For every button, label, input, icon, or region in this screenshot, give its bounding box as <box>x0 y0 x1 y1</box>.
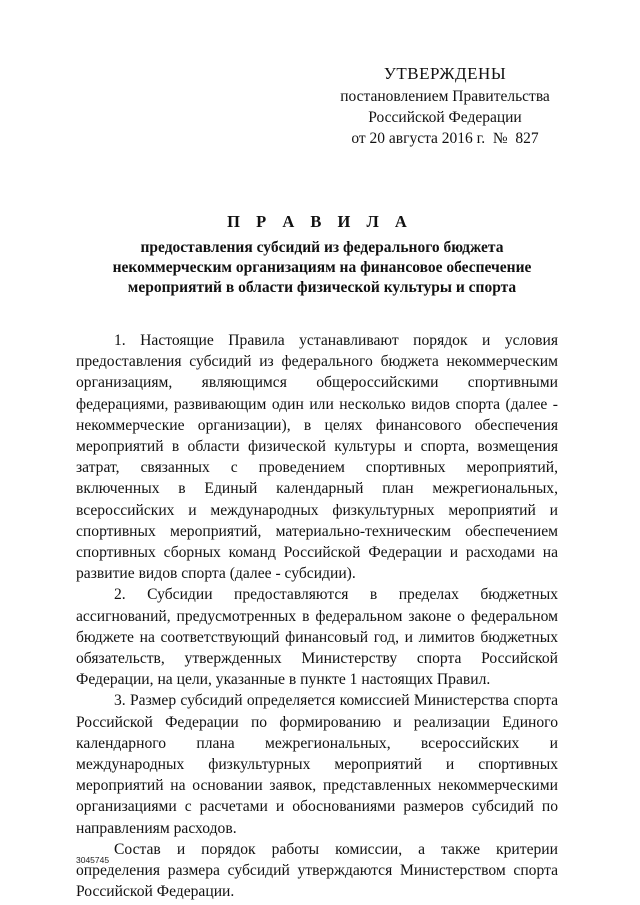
paragraph-4: Состав и порядок работы комиссии, а также критерии определения размера субсидий утверждаются Министерством спорта Российской Федерации. <box>76 840 558 901</box>
document-subtitle <box>90 238 554 298</box>
document-body <box>76 330 558 902</box>
approval-line-decree: постановлением Правительства <box>340 88 550 105</box>
document-number: 3045745 <box>76 855 110 865</box>
paragraph-3: 3. Размер субсидий определяется комиссией Министерства спорта Российской Федерации по формированию и реализации Единого календарного плана межрегиональных, всероссийских и международных физкультурных мероприятий и спортивных мероприятий на основании заявок, представленных некоммерческими организациями с расчетами и обоснованиями размеров субсидий по направлениям расходов. <box>76 692 558 837</box>
paragraph-2: 2. Субсидии предоставляются в пределах бюджетных ассигнований, предусмотренных в федеральном законе о федеральном бюджете на соответствующий финансовый год, и лимитов бюджетных обязательств, утвержденных Министерству спорта Российской Федерации, на цели, указанные в пункте 1 настоящих Правил. <box>76 586 558 689</box>
approval-block <box>330 62 560 149</box>
paragraph-1: 1. Настоящие Правила устанавливают порядок и условия предоставления субсидий из федерального бюджета некоммерческим организациям, являющимся общероссийскими спортивными федерациями, развивающим один или несколько видов спорта (далее - некоммерческие организации), в целях финансового обеспечения мероприятий в области физической культуры и спорта, возмещения затрат, связанных с проведением спортивных мероприятий, включенных в Единый календарный план межрегиональных, всероссийских и международных физкультурных мероприятий и спортивных мероприятий, материально-техническим обеспечением спортивных сборных команд Российской Федерации и расходами на развитие видов спорта (далее - субсидии). <box>76 332 558 583</box>
approval-line-date: от 20 августа 2016 г. № 827 <box>351 130 539 147</box>
subtitle-line-3: мероприятий в области физической культуры и спорта <box>127 279 517 296</box>
document-title: П Р А В И Л А <box>227 212 413 231</box>
subtitle-line-1: предоставления субсидий из федерального бюджета <box>140 239 504 256</box>
subtitle-line-2: некоммерческим организациям на финансовое обеспечение <box>112 259 532 276</box>
approval-line-government: Российской Федерации <box>368 109 522 126</box>
approval-heading: УТВЕРЖДЕНЫ <box>383 64 507 83</box>
